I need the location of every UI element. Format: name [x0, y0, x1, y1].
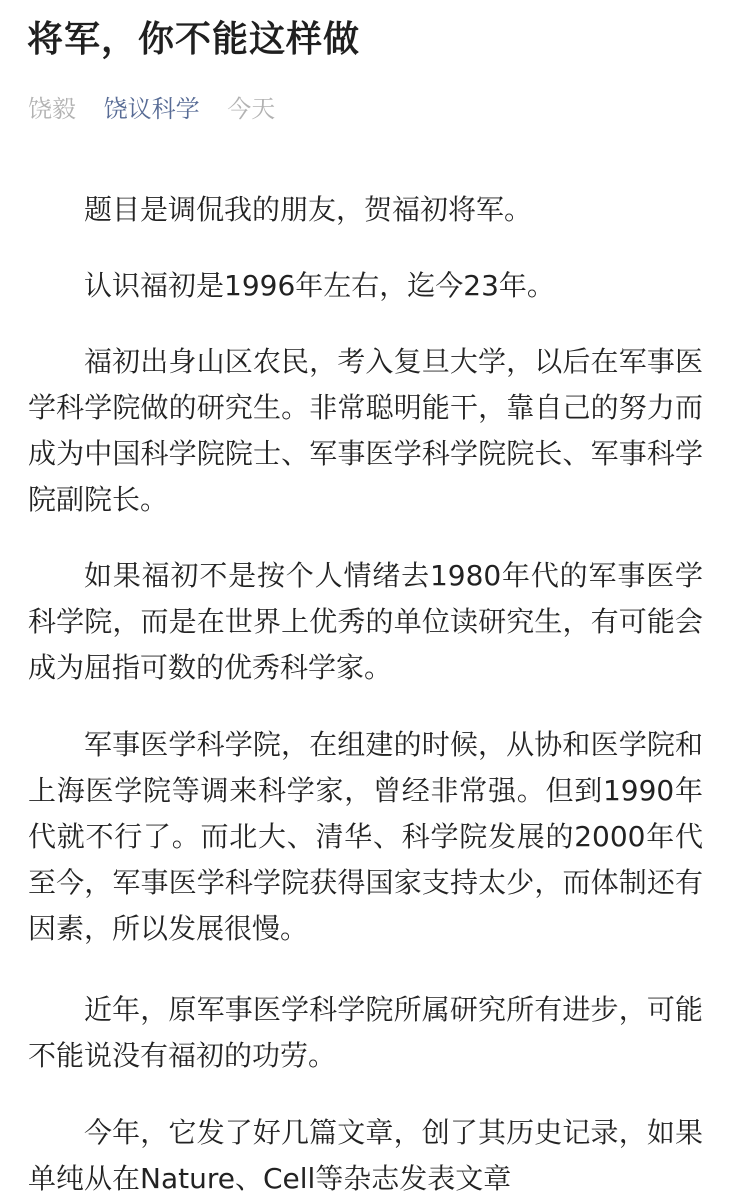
paragraph: 如果福初不是按个人情绪去1980年代的军事医学科学院，而是在世界上优秀的单位读研究生，有可能会成为屈指可数的优秀科学家。 [28, 559, 703, 684]
paragraph: 近年，原军事医学科学院所属研究所有进步，可能不能说没有福初的功劳。 [28, 993, 703, 1072]
author-name: 饶毅 [28, 95, 76, 123]
article-title: 将军，你不能这样做 [27, 19, 361, 60]
paragraph: 军事医学科学院，在组建的时候，从协和医学院和上海医学院等调来科学家，曾经非常强。但到1990年代就不行了。而北大、清华、科学院发展的2000年代至今，军事医学科学院获得国家支持太少，而体制还有因素，所以发展很慢。 [28, 728, 703, 945]
paragraph: 认识福初是1996年左右，迄今23年。 [84, 269, 555, 302]
publish-date: 今天 [227, 95, 276, 123]
account-link[interactable]: 饶议科学 [103, 95, 200, 123]
article-meta [28, 92, 275, 126]
paragraph: 今年，它发了好几篇文章，创了其历史记录，如果单纯从在Nature、Cell等杂志发表文章 [28, 1116, 703, 1195]
paragraph: 题目是调侃我的朋友，贺福初将军。 [84, 193, 533, 226]
paragraph: 福初出身山区农民，考入复旦大学，以后在军事医学科学院做的研究生。非常聪明能干，靠自己的努力而成为中国科学院院士、军事医学科学院院长、军事科学院副院长。 [28, 345, 703, 516]
